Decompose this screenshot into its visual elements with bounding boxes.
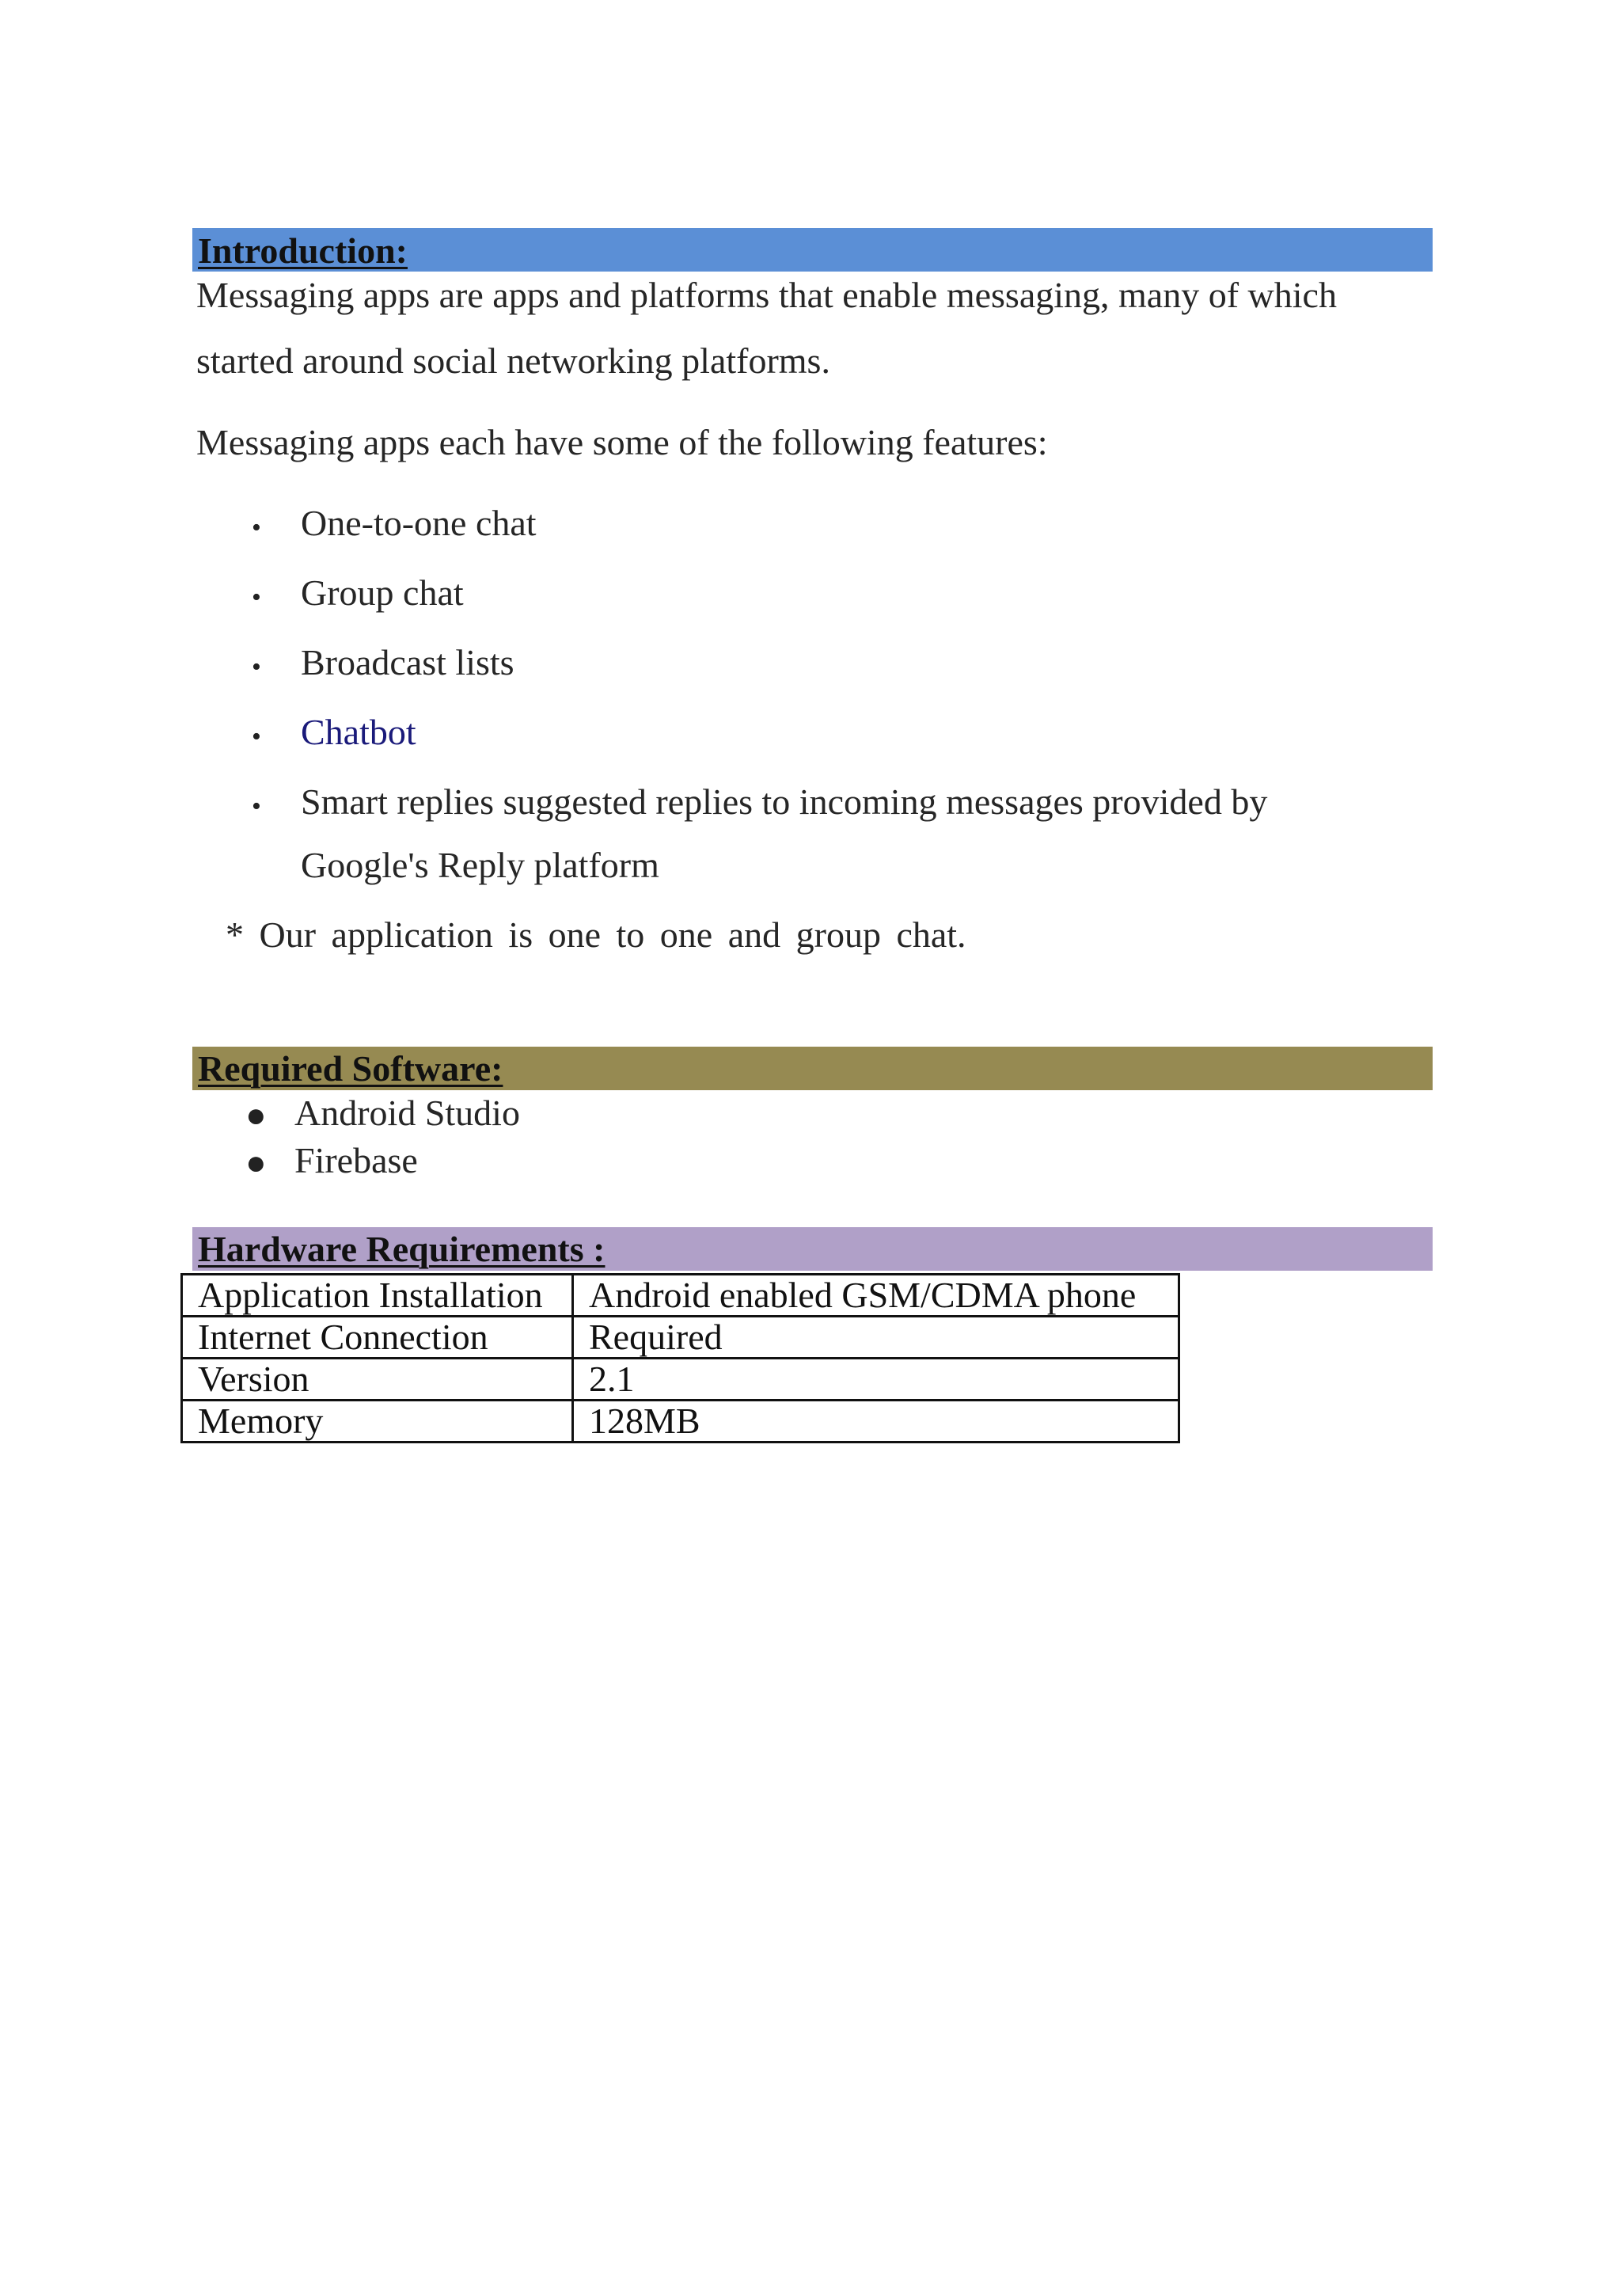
table-cell-value: 128MB: [573, 1401, 1179, 1443]
feature-text-continuation: Google's Reply platform: [301, 845, 659, 885]
introduction-heading: Introduction:: [198, 230, 408, 271]
hardware-requirements-table: [180, 1273, 1180, 1443]
table-row: [182, 1401, 1179, 1443]
table-cell-label: Memory: [182, 1401, 573, 1443]
bullet-icon: ●: [245, 1143, 267, 1182]
bullet-icon: ●: [245, 1096, 267, 1135]
intro-paragraph-line-2: started around social networking platforms.: [196, 340, 830, 381]
software-item: Android Studio: [294, 1093, 520, 1133]
table-row: [182, 1359, 1179, 1401]
required-software-heading: Required Software:: [198, 1048, 503, 1089]
table-cell-value: Required: [573, 1317, 1179, 1359]
bullet-icon: •: [252, 513, 261, 542]
bullet-icon: •: [252, 583, 261, 612]
table-row: [182, 1317, 1179, 1359]
bullet-icon: •: [252, 652, 261, 682]
table-cell-label: Application Installation: [182, 1275, 573, 1317]
software-item: Firebase: [294, 1140, 418, 1180]
table-row: [182, 1275, 1179, 1317]
table-cell-value: 2.1: [573, 1359, 1179, 1401]
table-cell-label: Internet Connection: [182, 1317, 573, 1359]
table-cell-label: Version: [182, 1359, 573, 1401]
bullet-icon: •: [252, 722, 261, 751]
table-cell-value: Android enabled GSM/CDMA phone: [573, 1275, 1179, 1317]
feature-text: Broadcast lists: [301, 642, 514, 682]
bullet-icon: •: [252, 792, 261, 821]
feature-text: Smart replies suggested replies to incoming messages provided by: [301, 781, 1268, 822]
features-intro-paragraph: Messaging apps each have some of the following features:: [196, 422, 1048, 462]
hardware-requirements-heading: Hardware Requirements :: [198, 1229, 606, 1269]
feature-text-chatbot[interactable]: Chatbot: [301, 712, 416, 752]
intro-paragraph-line-1: Messaging apps are apps and platforms that enable messaging, many of which: [196, 275, 1337, 315]
feature-text: One-to-one chat: [301, 503, 537, 543]
application-note: * Our application is one to one and group chat.: [226, 914, 966, 955]
feature-text: Group chat: [301, 572, 464, 613]
